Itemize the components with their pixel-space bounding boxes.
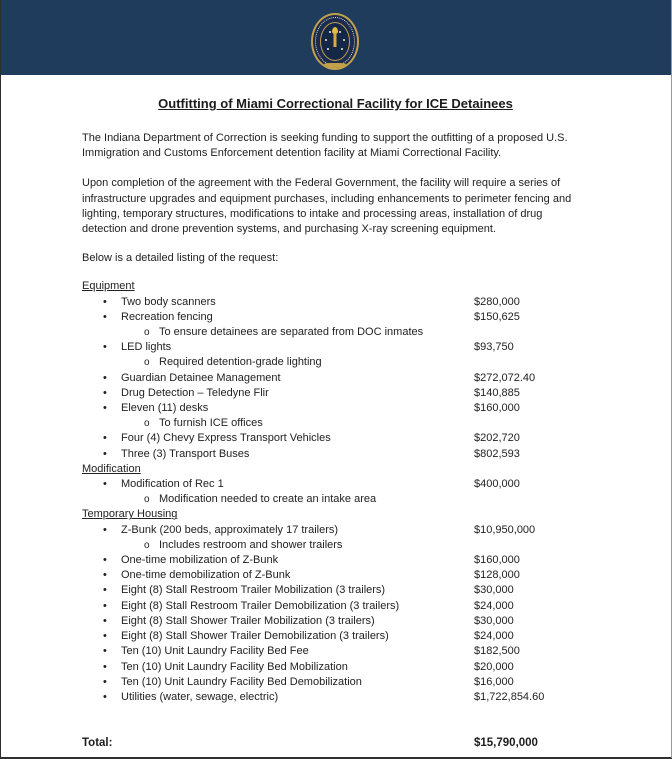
line-item	[82, 386, 589, 401]
subitem-label: To ensure detainees are separated from DOC inmates	[159, 326, 424, 339]
bullet-icon: •	[103, 645, 107, 658]
item-label: Utilities (water, sewage, electric)	[121, 690, 279, 703]
bullet-icon: •	[103, 523, 107, 536]
bullet-icon: •	[103, 599, 107, 612]
item-label: Guardian Detainee Management	[121, 371, 281, 384]
request-list	[82, 279, 589, 705]
line-item	[82, 310, 589, 325]
item-label: Eleven (11) desks	[121, 402, 209, 415]
bullet-icon: •	[103, 554, 107, 567]
item-label: Eight (8) Stall Shower Trailer Demobilization (3 trailers)	[121, 630, 389, 643]
item-amount: $10,950,000	[474, 523, 536, 536]
item-label: Ten (10) Unit Laundry Facility Bed Demobilization	[121, 675, 362, 688]
line-item	[82, 340, 589, 355]
line-item	[82, 401, 589, 416]
item-label: Drug Detection – Teledyne Flir	[121, 386, 269, 399]
item-amount: $20,000	[474, 660, 514, 673]
seal-stars	[325, 39, 327, 41]
header-band	[1, 0, 671, 75]
item-amount: $128,000	[474, 569, 520, 582]
subitem-label: Required detention-grade lighting	[159, 356, 322, 369]
item-amount: $400,000	[474, 478, 520, 491]
item-label: Eight (8) Stall Restroom Trailer Demobilization (3 trailers)	[121, 599, 400, 612]
section-heading: Modification	[82, 462, 141, 475]
line-item	[82, 477, 589, 492]
line-item	[82, 553, 589, 568]
line-item	[82, 614, 589, 629]
total-label: Total:	[82, 737, 113, 750]
bullet-icon: •	[103, 341, 107, 354]
item-amount: $24,000	[474, 599, 514, 612]
bullet-icon: •	[103, 432, 107, 445]
bullet-icon: •	[103, 630, 107, 643]
item-label: Ten (10) Unit Laundry Facility Bed Mobilization	[121, 660, 348, 673]
subitem-label: Includes restroom and shower trailers	[159, 538, 343, 551]
intro-paragraph-1: The Indiana Department of Correction is seeking funding to support the outfitting of a proposed U.S. Immigration and Customs Enforcement detention facility at Miami Correctional Facility.	[82, 132, 568, 160]
section-heading: Equipment	[82, 280, 135, 293]
item-amount: $802,593	[474, 447, 520, 460]
bullet-icon: •	[103, 478, 107, 491]
item-amount: $93,750	[474, 341, 514, 354]
bullet-icon: •	[103, 402, 107, 415]
bullet-icon: •	[103, 447, 107, 460]
item-label: Three (3) Transport Buses	[121, 447, 250, 460]
intro-paragraph-2: Upon completion of the agreement with the Federal Government, the facility will require a series of infrastructure upgrades and equipment purchases, including enhancements to perimeter fencing and lighting, temporary structures, modifications to intake and processing areas, installation of drug detection and drone prevention systems, and purchasing X-ray screening equipment.	[82, 177, 572, 236]
sub-bullet-icon: o	[144, 357, 150, 369]
line-subitem	[82, 355, 589, 370]
item-label: Z-Bunk (200 beds, approximately 17 trailers)	[121, 523, 339, 536]
line-item	[82, 371, 589, 386]
item-label: One-time mobilization of Z-Bunk	[121, 554, 279, 567]
item-amount: $30,000	[474, 584, 514, 597]
line-subitem	[82, 538, 589, 553]
item-amount: $150,625	[474, 310, 520, 323]
sub-bullet-icon: o	[144, 327, 150, 339]
line-item	[82, 295, 589, 310]
item-amount: $24,000	[474, 630, 514, 643]
item-amount: $140,885	[474, 386, 520, 399]
sub-bullet-icon: o	[144, 418, 150, 430]
item-amount: $280,000	[474, 295, 520, 308]
subitem-label: To furnish ICE offices	[159, 417, 263, 430]
bullet-icon: •	[103, 660, 107, 673]
line-item	[82, 660, 589, 675]
total-amount: $15,790,000	[474, 737, 538, 750]
total-row	[82, 736, 589, 751]
bullet-icon: •	[103, 584, 107, 597]
item-amount: $272,072.40	[474, 371, 536, 384]
item-amount: $202,720	[474, 432, 520, 445]
item-label: Eight (8) Stall Restroom Trailer Mobilization (3 trailers)	[121, 584, 386, 597]
line-item	[82, 644, 589, 659]
item-amount: $160,000	[474, 402, 520, 415]
section-heading: Temporary Housing	[82, 508, 178, 521]
line-subitem	[82, 492, 589, 507]
item-label: Four (4) Chevy Express Transport Vehicles	[121, 432, 331, 445]
line-item	[82, 431, 589, 446]
bullet-icon: •	[103, 569, 107, 582]
item-label: Ten (10) Unit Laundry Facility Bed Fee	[121, 645, 309, 658]
item-amount: $1,722,854.60	[474, 690, 545, 703]
bullet-icon: •	[103, 371, 107, 384]
intro-paragraph-3: Below is a detailed listing of the request:	[82, 252, 279, 265]
bullet-icon: •	[103, 690, 107, 703]
item-label: One-time demobilization of Z-Bunk	[121, 569, 291, 582]
line-subitem	[82, 325, 589, 340]
sub-bullet-icon: o	[144, 539, 150, 551]
line-item	[82, 583, 589, 598]
item-label: LED lights	[121, 341, 172, 354]
line-item	[82, 675, 589, 690]
item-label: Two body scanners	[121, 295, 216, 308]
bullet-icon: •	[103, 675, 107, 688]
item-amount: $30,000	[474, 614, 514, 627]
bullet-icon: •	[103, 310, 107, 323]
item-amount: $160,000	[474, 554, 520, 567]
torch-stem-icon	[334, 33, 337, 47]
item-label: Recreation fencing	[121, 310, 213, 323]
document-body	[82, 75, 589, 757]
line-item	[82, 523, 589, 538]
item-amount: $182,500	[474, 645, 520, 658]
sub-bullet-icon: o	[144, 494, 150, 506]
item-amount: $16,000	[474, 675, 514, 688]
line-item	[82, 629, 589, 644]
line-item	[82, 690, 589, 705]
line-item	[82, 568, 589, 583]
item-label: Eight (8) Stall Shower Trailer Mobilization (3 trailers)	[121, 614, 375, 627]
line-item	[82, 447, 589, 462]
indiana-doc-seal	[311, 13, 359, 70]
page-title: Outfitting of Miami Correctional Facility for ICE Detainees	[158, 96, 513, 111]
bullet-icon: •	[103, 614, 107, 627]
bullet-icon: •	[103, 295, 107, 308]
line-subitem	[82, 416, 589, 431]
subitem-label: Modification needed to create an intake area	[159, 493, 377, 506]
line-item	[82, 599, 589, 614]
bullet-icon: •	[103, 386, 107, 399]
item-label: Modification of Rec 1	[121, 478, 224, 491]
